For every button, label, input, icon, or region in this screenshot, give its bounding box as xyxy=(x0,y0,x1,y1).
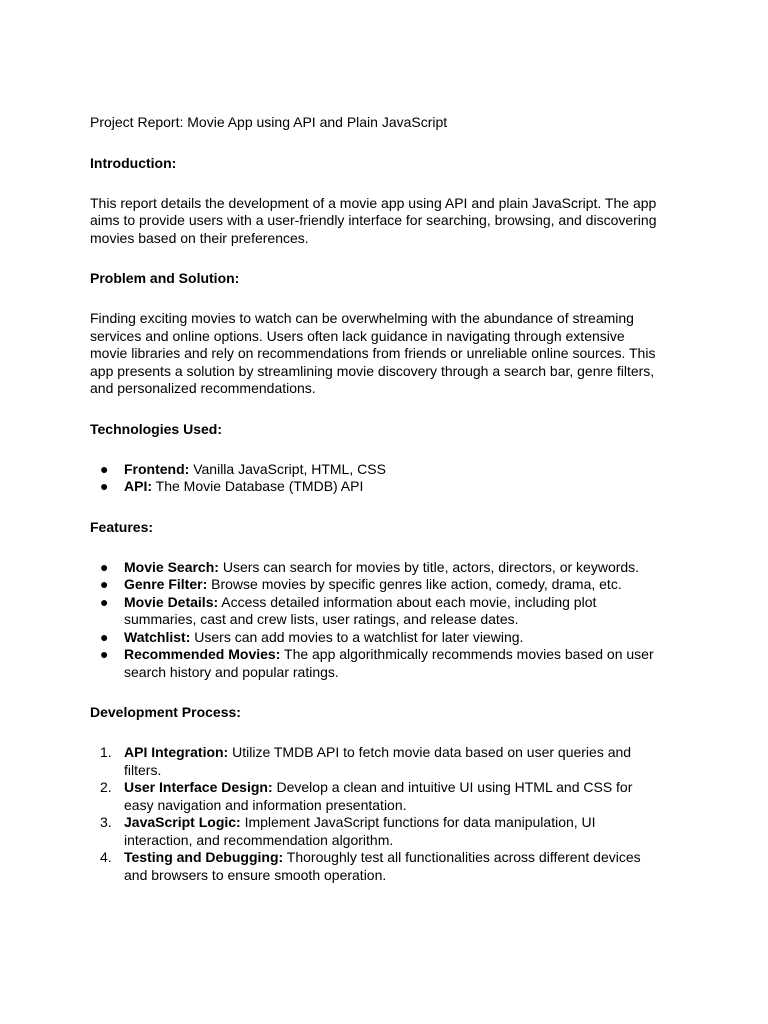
item-term: Watchlist: xyxy=(124,628,191,645)
bullet-icon: ● xyxy=(100,576,109,592)
item-text: Vanilla JavaScript, HTML, CSS xyxy=(189,460,386,477)
development-process-list xyxy=(90,744,660,884)
problem-solution-heading: Problem and Solution: xyxy=(90,270,240,286)
item-text-continued: summaries, cast and crew lists, user ratings, and release dates. xyxy=(124,611,519,627)
paragraph-line: and personalized recommendations. xyxy=(90,380,316,396)
introduction-paragraph xyxy=(90,195,660,248)
list-item xyxy=(90,478,660,496)
technologies-heading: Technologies Used: xyxy=(90,420,222,437)
item-term: Frontend: xyxy=(124,460,190,477)
list-item xyxy=(90,576,660,594)
paragraph-line: Finding exciting movies to watch can be overwhelming with the abundance of streaming xyxy=(90,310,634,326)
step-number: 2. xyxy=(100,779,112,795)
item-text-continued: and browsers to ensure smooth operation. xyxy=(124,866,387,883)
document-page xyxy=(90,114,660,884)
problem-solution-paragraph xyxy=(90,310,660,398)
step-number: 1. xyxy=(100,744,112,760)
document-title: Project Report: Movie App using API and Plain JavaScript xyxy=(90,114,448,130)
bullet-icon: ● xyxy=(100,593,109,610)
item-text: The app algorithmically recommends movies based on user xyxy=(280,646,654,662)
item-text: Users can add movies to a watchlist for later viewing. xyxy=(190,628,524,645)
item-text: Develop a clean and intuitive UI using HTML and CSS for xyxy=(272,779,633,795)
paragraph-line: movie libraries and rely on recommendations from friends or unreliable online sources. This xyxy=(90,345,656,361)
item-text: The Movie Database (TMDB) API xyxy=(152,478,364,494)
features-heading: Features: xyxy=(90,518,154,535)
paragraph-line: This report details the development of a movie app using API and plain JavaScript. The app xyxy=(90,194,657,211)
technologies-list xyxy=(90,461,660,496)
item-term: JavaScript Logic: xyxy=(124,814,241,830)
list-item xyxy=(90,461,660,479)
bullet-icon: ● xyxy=(100,558,109,575)
item-term: Testing and Debugging: xyxy=(124,849,284,865)
list-item xyxy=(90,594,660,629)
bullet-icon: ● xyxy=(100,646,109,662)
list-item xyxy=(90,814,660,849)
bullet-icon: ● xyxy=(100,460,109,477)
item-text: Browse movies by specific genres like action, comedy, drama, etc. xyxy=(207,576,622,592)
introduction-heading: Introduction: xyxy=(90,154,177,171)
item-term: API Integration: xyxy=(124,744,229,760)
paragraph-line: movies based on their preferences. xyxy=(90,229,309,246)
paragraph-line: aims to provide users with a user-friendly interface for searching, browsing, and discovering xyxy=(90,212,657,228)
item-text: Utilize TMDB API to fetch movie data based on user queries and xyxy=(228,744,632,760)
item-text-continued: easy navigation and information presentation. xyxy=(124,796,407,813)
list-item xyxy=(90,744,660,779)
item-term: Recommended Movies: xyxy=(124,646,281,662)
item-text: Thoroughly test all functionalities across different devices xyxy=(283,849,641,865)
paragraph-line: app presents a solution by streamlining movie discovery through a search bar, genre filters, xyxy=(90,362,655,379)
list-item xyxy=(90,629,660,647)
step-number: 4. xyxy=(100,849,112,865)
item-text-continued: search history and popular ratings. xyxy=(124,663,339,680)
step-number: 3. xyxy=(100,814,112,830)
item-term: Movie Search: xyxy=(124,558,219,575)
item-text-continued: interaction, and recommendation algorithm. xyxy=(124,831,394,848)
features-list xyxy=(90,559,660,682)
item-term: Movie Details: xyxy=(124,593,219,610)
item-term: Genre Filter: xyxy=(124,576,208,592)
list-item xyxy=(90,559,660,577)
item-text: Users can search for movies by title, actors, directors, or keywords. xyxy=(218,558,640,575)
item-term: User Interface Design: xyxy=(124,779,273,795)
bullet-icon: ● xyxy=(100,628,109,645)
development-process-heading: Development Process: xyxy=(90,704,241,720)
item-text-continued: filters. xyxy=(124,761,162,778)
paragraph-line: services and online options. Users often lack guidance in navigating through extensive xyxy=(90,327,625,344)
list-item xyxy=(90,779,660,814)
list-item xyxy=(90,849,660,884)
list-item xyxy=(90,646,660,681)
item-text: Access detailed information about each movie, including plot xyxy=(218,593,597,610)
bullet-icon: ● xyxy=(100,478,109,494)
item-text: Implement JavaScript functions for data manipulation, UI xyxy=(240,814,596,830)
item-term: API: xyxy=(124,478,152,494)
